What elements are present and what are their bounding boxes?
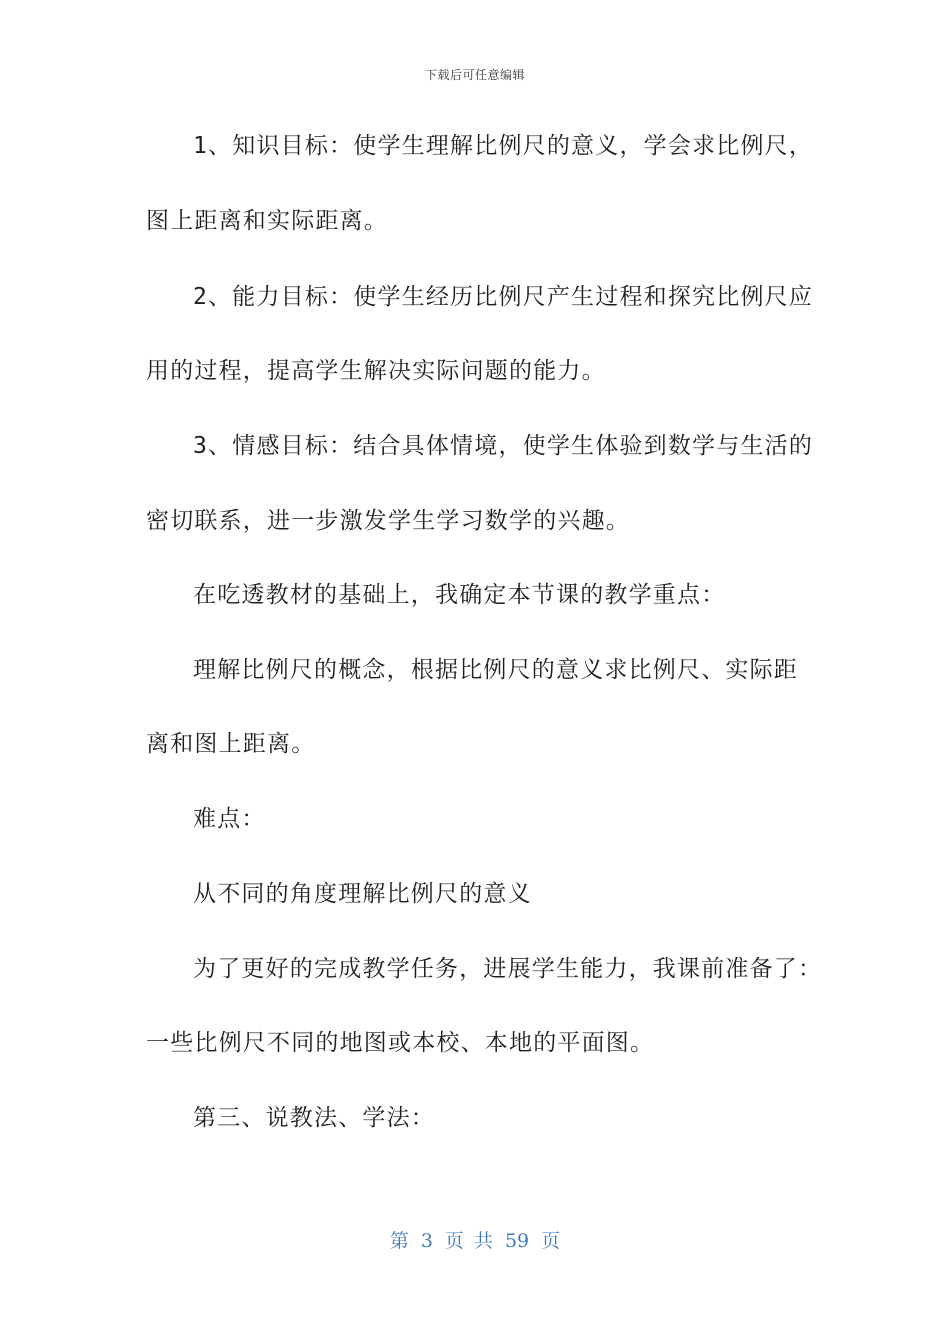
page-header-note: 下载后可任意编辑	[424, 68, 525, 82]
paragraph-3-line-1: 3、情感目标：结合具体情境，使学生体验到数学与生活的	[193, 433, 814, 459]
footer-suffix: 页	[541, 1230, 561, 1252]
footer-prefix: 第	[389, 1230, 409, 1252]
paragraph-2-line-1: 2、能力目标：使学生经历比例尺产生过程和探究比例尺应	[193, 284, 814, 310]
paragraph-3-line-2: 密切联系，进一步激发学生学习数学的兴趣。	[146, 508, 630, 534]
footer-middle: 页 共	[444, 1230, 493, 1252]
paragraph-1-line-2: 图上距离和实际距离。	[146, 208, 388, 234]
paragraph-8-line-1: 为了更好的完成教学任务，进展学生能力，我课前准备了：	[193, 956, 823, 982]
paragraph-4-line-1: 在吃透教材的基础上，我确定本节课的教学重点：	[193, 582, 726, 608]
footer-current-page: 3	[420, 1230, 433, 1252]
paragraph-6-line-1: 难点：	[193, 806, 266, 832]
footer-total-pages: 59	[504, 1230, 530, 1252]
paragraph-9-line-1: 第三、说教法、学法：	[193, 1105, 435, 1131]
page-footer	[0, 1226, 950, 1253]
paragraph-5-line-1: 理解比例尺的概念，根据比例尺的意义求比例尺、实际距	[193, 657, 798, 683]
paragraph-2-line-2: 用的过程，提高学生解决实际问题的能力。	[146, 358, 606, 384]
paragraph-7-line-1: 从不同的角度理解比例尺的意义	[193, 881, 532, 907]
paragraph-8-line-2: 一些比例尺不同的地图或本校、本地的平面图。	[146, 1030, 655, 1056]
paragraph-5-line-2: 离和图上距离。	[146, 731, 316, 757]
paragraph-1-line-1: 1、知识目标：使学生理解比例尺的意义，学会求比例尺，	[193, 133, 814, 159]
